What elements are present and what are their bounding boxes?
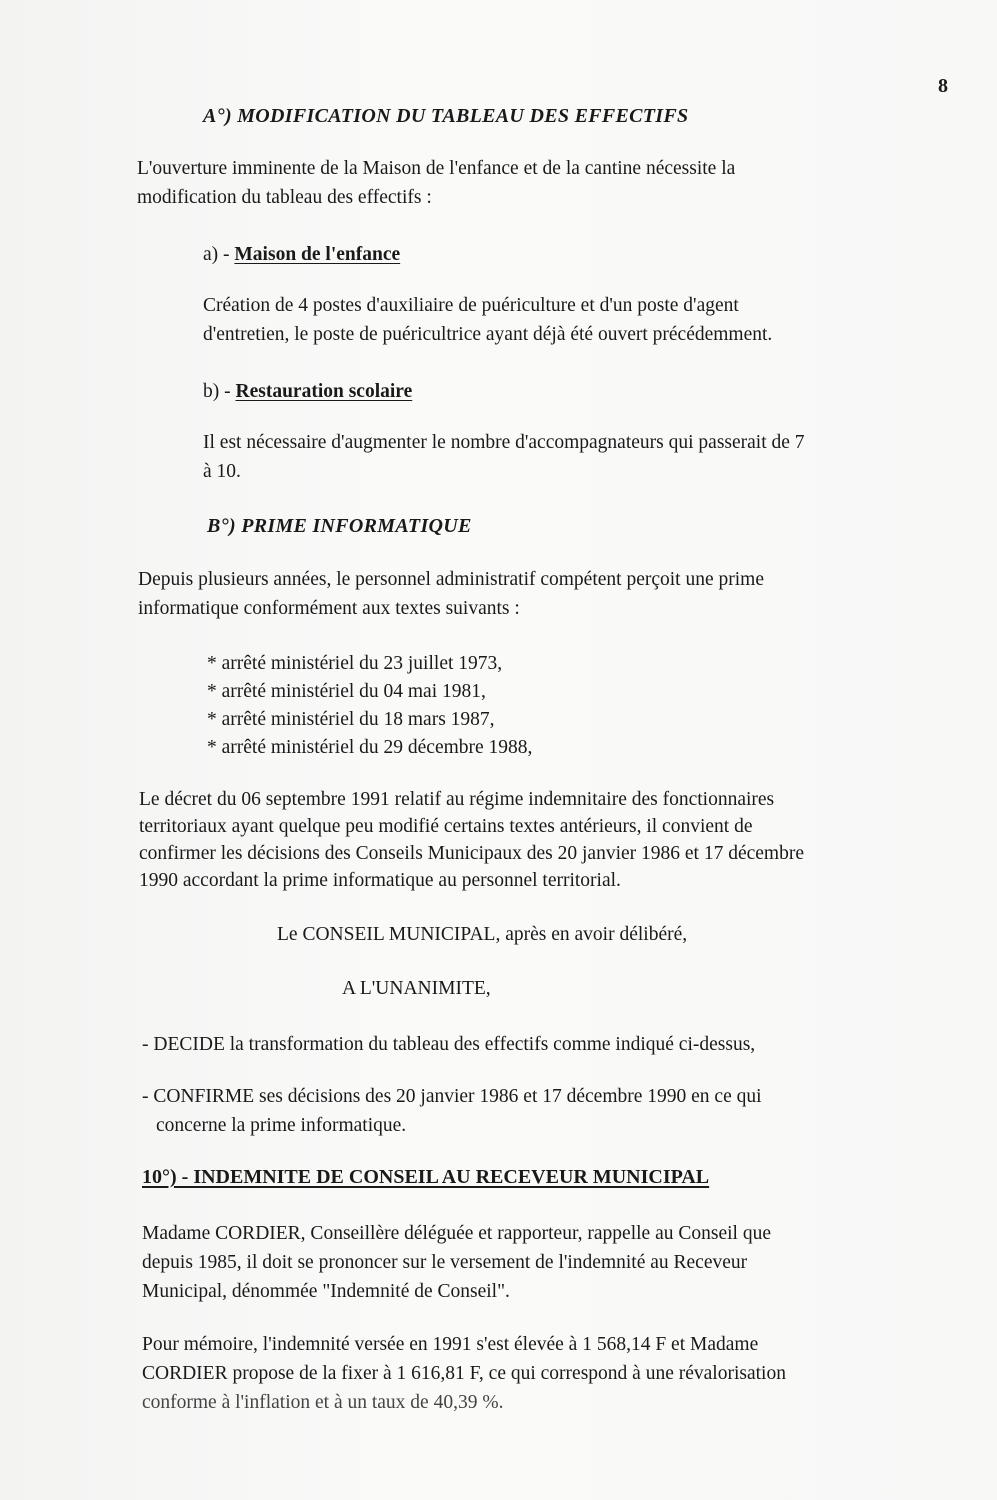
subsection-b-label: Restauration scolaire [235,381,413,402]
subsection-a-text [203,291,772,349]
decree-line: confirmer les décisions des Conseils Municipaux des 20 janvier 1986 et 17 décembre [139,843,804,864]
section-10-paragraph-2 [142,1330,786,1417]
section-10-heading: 10°) - INDEMNITE DE CONSEIL AU RECEVEUR MUNICIPAL [142,1166,710,1188]
section-10-paragraph-1 [142,1219,771,1306]
subsection-a-title [203,240,400,269]
decree-paragraph [139,786,804,894]
decision-confirm-line: concerne la prime informatique. [156,1115,407,1136]
section-10-para2-line: CORDIER propose de la fixer à 1 616,81 F, ce qui correspond à une révalorisation [142,1363,786,1384]
legal-texts-list [207,650,532,762]
section-10-para1-line: Municipal, dénommée "Indemnité de Conseil". [142,1281,510,1302]
decision-confirm [142,1082,762,1140]
section-b-heading: B°) PRIME INFORMATIQUE [207,515,472,537]
subsection-b-line: Il est nécessaire d'augmenter le nombre d'accompagnateurs qui passerait de 7 [203,432,805,453]
decree-line: 1990 accordant la prime informatique au personnel territorial. [139,870,621,891]
subsection-a-prefix: a) - [203,244,235,265]
council-deliberation-line: Le CONSEIL MUNICIPAL, après en avoir délibéré, [277,924,688,945]
subsection-a-line: d'entretien, le poste de puéricultrice ayant déjà été ouvert précédemment. [203,324,773,345]
section-b-intro-line: Depuis plusieurs années, le personnel administratif compétent perçoit une prime [138,569,764,590]
decision-confirm-line: - CONFIRME ses décisions des 20 janvier 1986 et 17 décembre 1990 en ce qui [142,1086,762,1107]
section-10-para1-line: Madame CORDIER, Conseillère déléguée et rapporteur, rappelle au Conseil que [142,1223,771,1244]
subsection-a-line: Création de 4 postes d'auxiliaire de puériculture et d'un poste d'agent [203,295,739,316]
section-10-para1-line: depuis 1985, il doit se prononcer sur le versement de l'indemnité au Receveur [142,1252,748,1273]
section-a-heading: A°) MODIFICATION DU TABLEAU DES EFFECTIFS [203,105,689,127]
subsection-a-label: Maison de l'enfance [234,244,401,265]
subsection-b-text [203,428,805,486]
section-a-intro-line: L'ouverture imminente de la Maison de l'enfance et de la cantine nécessite la [137,158,736,179]
decree-line: Le décret du 06 septembre 1991 relatif au régime indemnitaire des fonctionnaires [139,789,775,810]
subsection-b-line: à 10. [203,461,241,482]
vote-result: A L'UNANIMITE, [342,978,491,999]
legal-text-item: * arrêté ministériel du 29 décembre 1988, [207,737,533,758]
section-a-intro [137,154,735,212]
section-a-intro-line: modification du tableau des effectifs : [137,187,432,208]
decision-decide: - DECIDE la transformation du tableau des effectifs comme indiqué ci-dessus, [142,1034,756,1055]
section-b-intro-line: informatique conformément aux textes suivants : [138,598,520,619]
subsection-b-prefix: b) - [203,381,236,402]
legal-text-item: * arrêté ministériel du 18 mars 1987, [207,709,495,730]
legal-text-item: * arrêté ministériel du 04 mai 1981, [207,681,486,702]
section-10-para2-line: conforme à l'inflation et à un taux de 40,39 %. [142,1392,504,1413]
section-10-para2-line: Pour mémoire, l'indemnité versée en 1991 s'est élevée à 1 568,14 F et Madame [142,1334,759,1355]
page-number: 8 [938,75,948,97]
decree-line: territoriaux ayant quelque peu modifié certains textes antérieurs, il convient de [139,816,753,837]
section-b-intro [138,565,764,623]
legal-text-item: * arrêté ministériel du 23 juillet 1973, [207,653,503,674]
subsection-b-title [203,377,412,406]
